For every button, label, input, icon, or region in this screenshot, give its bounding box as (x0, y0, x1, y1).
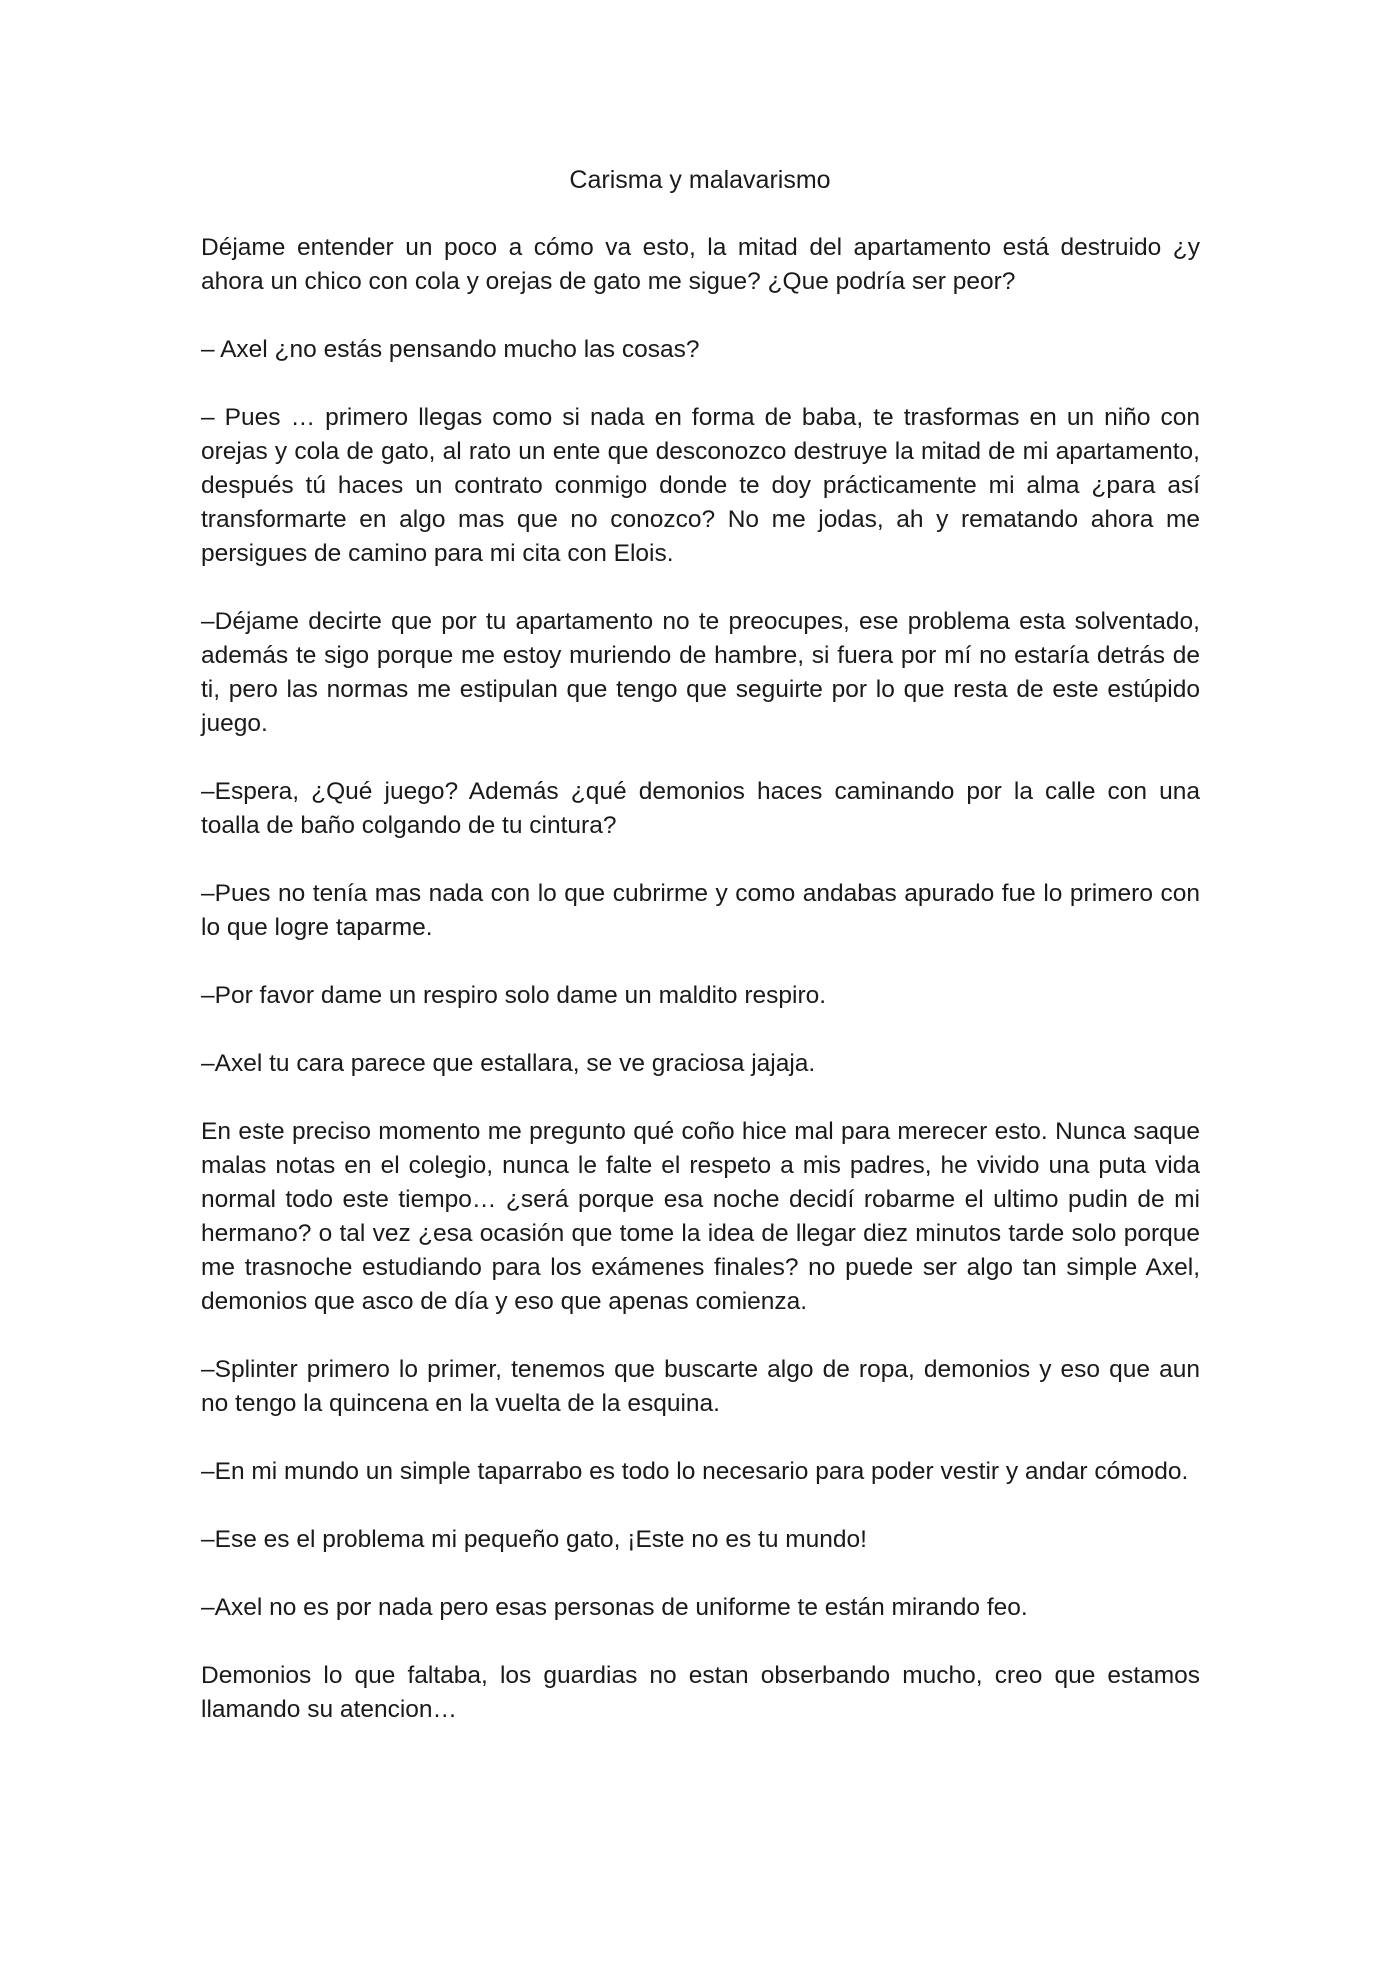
paragraph-10: –Splinter primero lo primer, tenemos que buscarte algo de ropa, demonios y eso que aun no tengo la quincena en la vuelta de la esquina. (201, 1356, 1200, 1417)
paragraph-6: –Pues no tenía mas nada con lo que cubrirme y como andabas apurado fue lo primero con lo que logre taparme. (201, 880, 1200, 941)
paragraph-13: –Axel no es por nada pero esas personas de uniforme te están mirando feo. (201, 1594, 1028, 1621)
paragraph-9: En este preciso momento me pregunto qué coño hice mal para merecer esto. Nunca saque malas notas en el colegio, nunca le falte el respeto a mis padres, he vivido una puta vida normal todo este tiempo… ¿será porque esa noche decidí robarme el ultimo pudin de mi hermano? o tal vez ¿esa ocasión que tome la idea de llegar diez minutos tarde solo porque me trasnoche estudiando para los exámenes finales? no puede ser algo tan simple Axel, demonios que asco de día y eso que apenas comienza. (201, 1118, 1200, 1315)
paragraph-11: –En mi mundo un simple taparrabo es todo lo necesario para poder vestir y andar cómodo. (201, 1458, 1189, 1485)
paragraph-1: Déjame entender un poco a cómo va esto, la mitad del apartamento está destruido ¿y ahora un chico con cola y orejas de gato me sigue? ¿Que podría ser peor? (201, 234, 1200, 295)
paragraph-2: – Axel ¿no estás pensando mucho las cosas? (201, 336, 700, 363)
paragraph-14: Demonios lo que faltaba, los guardias no estan obserbando mucho, creo que estamos llamando su atencion… (201, 1662, 1200, 1723)
paragraph-4: –Déjame decirte que por tu apartamento no te preocupes, ese problema esta solventado, además te sigo porque me estoy muriendo de hambre, si fuera por mí no estaría detrás de ti, pero las normas me estipulan que tengo que seguirte por lo que resta de este estúpido juego. (201, 608, 1200, 737)
paragraph-5: –Espera, ¿Qué juego? Además ¿qué demonios haces caminando por la calle con una toalla de baño colgando de tu cintura? (201, 778, 1200, 839)
paragraph-12: –Ese es el problema mi pequeño gato, ¡Este no es tu mundo! (201, 1526, 867, 1553)
document-body (201, 231, 1200, 1761)
paragraph-3: – Pues … primero llegas como si nada en forma de baba, te trasformas en un niño con orejas y cola de gato, al rato un ente que desconozco destruye la mitad de mi apartamento, después tú haces un contrato conmigo donde te doy prácticamente mi alma ¿para así transformarte en algo mas que no conozco? No me jodas, ah y rematando ahora me persigues de camino para mi cita con Elois. (201, 404, 1200, 567)
paragraph-8: –Axel tu cara parece que estallara, se ve graciosa jajaja. (201, 1050, 816, 1077)
document-title: Carisma y malavarismo (569, 166, 831, 194)
paragraph-7: –Por favor dame un respiro solo dame un maldito respiro. (201, 982, 827, 1009)
